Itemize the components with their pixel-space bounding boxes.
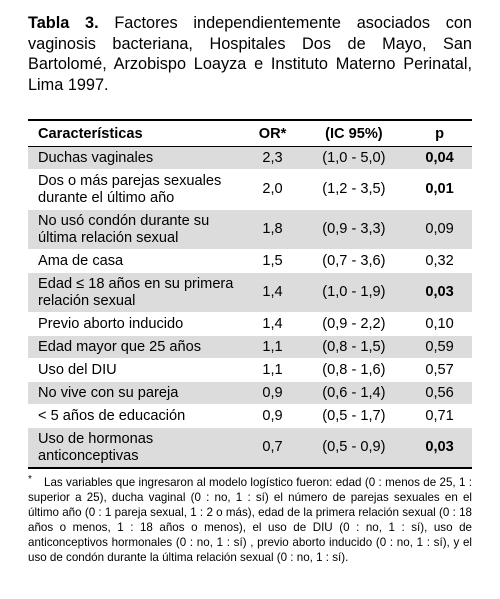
table-row — [28, 170, 472, 210]
cell-or: 0,9 — [244, 405, 300, 428]
cell-characteristic: Uso del DIU — [28, 359, 244, 382]
cell-or: 1,4 — [244, 313, 300, 336]
cell-characteristic: Duchas vaginales — [28, 147, 244, 170]
cell-characteristic: No usó condón durante su última relación sexual — [28, 210, 244, 250]
footnote-text: Las variables que ingresaron al modelo logístico fueron: edad (0 : menos de 25, 1 : superior a 25), ducha vaginal (0 : no, 1 : sí) el número de parejas sexuales en el último año (0 : 1 pareja sexual, 1 : 2 o más), edad de la primera relación sexual (0 : 18 años o menos, 1 : 18 años o menos), el uso de DIU (0 : no, 1 : sí), uso de anticonceptivos hormonales (0 : no, 1 : sí) , previo aborto inducido (0 : no, 1 : sí), y el uso de condón durante la última relación sexual (0 : no, 1 : sí). — [28, 476, 472, 564]
header-ci: (IC 95%) — [301, 120, 407, 147]
table-row — [28, 210, 472, 250]
cell-or: 1,1 — [244, 336, 300, 359]
cell-or: 2,0 — [244, 170, 300, 210]
cell-p: 0,09 — [407, 210, 472, 250]
cell-ci: (0,7 - 3,6) — [301, 250, 407, 273]
cell-or: 0,9 — [244, 382, 300, 405]
header-characteristics: Características — [28, 120, 244, 147]
table-row — [28, 359, 472, 382]
table-row — [28, 382, 472, 405]
cell-or: 0,7 — [244, 428, 300, 469]
cell-p: 0,57 — [407, 359, 472, 382]
cell-characteristic: Uso de hormonas anticonceptivas — [28, 428, 244, 469]
table-row — [28, 250, 472, 273]
cell-ci: (0,6 - 1,4) — [301, 382, 407, 405]
cell-or: 1,5 — [244, 250, 300, 273]
table-row — [28, 336, 472, 359]
cell-characteristic: Edad ≤ 18 años en su primera relación sexual — [28, 273, 244, 313]
table-row — [28, 313, 472, 336]
cell-p: 0,59 — [407, 336, 472, 359]
header-p: p — [407, 120, 472, 147]
cell-ci: (0,8 - 1,6) — [301, 359, 407, 382]
cell-ci: (0,9 - 2,2) — [301, 313, 407, 336]
cell-ci: (1,0 - 1,9) — [301, 273, 407, 313]
cell-p: 0,10 — [407, 313, 472, 336]
cell-characteristic: Ama de casa — [28, 250, 244, 273]
results-table — [28, 119, 472, 469]
cell-ci: (1,2 - 3,5) — [301, 170, 407, 210]
table-row — [28, 273, 472, 313]
cell-p: 0,71 — [407, 405, 472, 428]
table-row — [28, 428, 472, 469]
cell-p: 0,03 — [407, 273, 472, 313]
cell-characteristic: Dos o más parejas sexuales durante el último año — [28, 170, 244, 210]
cell-characteristic: No vive con su pareja — [28, 382, 244, 405]
cell-or: 1,8 — [244, 210, 300, 250]
cell-p: 0,56 — [407, 382, 472, 405]
cell-or: 1,4 — [244, 273, 300, 313]
cell-characteristic: < 5 años de educación — [28, 405, 244, 428]
cell-ci: (0,5 - 1,7) — [301, 405, 407, 428]
cell-p: 0,03 — [407, 428, 472, 469]
table-row — [28, 405, 472, 428]
table-header-row — [28, 120, 472, 147]
cell-ci: (0,9 - 3,3) — [301, 210, 407, 250]
cell-p: 0,01 — [407, 170, 472, 210]
cell-ci: (0,8 - 1,5) — [301, 336, 407, 359]
cell-ci: (0,5 - 0,9) — [301, 428, 407, 469]
cell-characteristic: Edad mayor que 25 años — [28, 336, 244, 359]
table-caption-text: Factores independientemente asociados con vaginosis bacteriana, Hospitales Dos de Mayo, San Bartolomé, Arzobispo Loayza e Instituto Materno Perinatal, Lima 1997. — [28, 14, 472, 94]
header-or: OR* — [244, 120, 300, 147]
table-caption — [28, 13, 472, 95]
cell-characteristic: Previo aborto inducido — [28, 313, 244, 336]
table-footnote — [28, 475, 472, 565]
cell-ci: (1,0 - 5,0) — [301, 147, 407, 170]
table-label: Tabla 3. — [28, 14, 99, 32]
cell-or: 1,1 — [244, 359, 300, 382]
footnote-marker: * — [28, 474, 32, 485]
cell-or: 2,3 — [244, 147, 300, 170]
cell-p: 0,04 — [407, 147, 472, 170]
table-row — [28, 147, 472, 170]
cell-p: 0,32 — [407, 250, 472, 273]
